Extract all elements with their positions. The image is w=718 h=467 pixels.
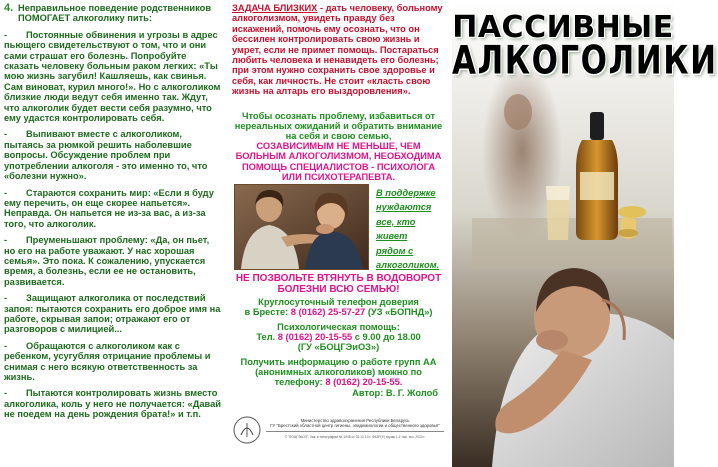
- slogan: НЕ ПОЗВОЛЬТЕ ВТЯНУТЬ В ВОДОВОРОТ БОЛЕЗНИ ВСЮ СЕМЬЮ!: [235, 273, 442, 295]
- list-item-text: Пытаются контролировать жизнь вместо алкоголика, коль у него не получается: «Давай не поедем на день рождения брата!» и т.п.: [4, 388, 221, 420]
- support-line: нуждаются: [376, 202, 432, 213]
- author: Автор: В. Г. Жолоб: [352, 388, 438, 398]
- support-note: [376, 186, 444, 272]
- cover-title: [452, 10, 718, 84]
- cover-title-line1: ПАССИВНЫЕ: [452, 10, 674, 45]
- list-item: - Выпивают вместе с алкоголиком, пытаясь за рюмкой решить наболевшие вопросы. Обсуждение проблем при употреблении алкоголя - это именно то, что «болезни нужно».: [4, 129, 208, 182]
- cover-title-line2: АЛКОГОЛИКИ: [452, 38, 718, 84]
- publisher-footer: [232, 415, 445, 455]
- list-item: - Пытаются контролировать жизнь вместо алкоголика, коль у него не получается: «Давай не поедем на день рождения брата!» и т.п.: [4, 388, 221, 420]
- section-heading: [4, 3, 222, 24]
- support-line: алкоголиком.: [376, 260, 440, 271]
- list-item: - Постоянные обвинения и угрозы в адрес пьющего свидетельствуют о том, что и они сами страшат его болезнь. Попробуйте сказать человеку больным раком легких: «Ты мою жизнь загубил! Кашляешь, как свинья. Сам виноват, курил много!». Но с алкоголиком близкие люди ведут себя именно так. Ждут, что алкоголик будет вести себя разумно, что ему удастся контролировать себя.: [4, 29, 221, 124]
- specialists-paragraph: СОЗАВИСИМЫМ НЕ МЕНЬШЕ, ЧЕМ БОЛЬНЫМ АЛКОГОЛИЗМОМ, НЕОБХОДИМА ПОМОЩЬ СПЕЦИАЛИСТОВ - ПСИХОЛОГА ИЛИ ПСИХОТЕРАПЕВТА.: [235, 141, 442, 182]
- aa-info: Получить информацию о работе групп АА (анонимных алкоголиков) можно по телефону: 8 (0162) 20-15-55.: [240, 357, 437, 387]
- list-item: - Обращаются с алкоголиком как с ребенком, усугубляя отрицание проблемы и снимая с него всякую ответственность за жизнь.: [4, 340, 211, 382]
- middle-column: [232, 3, 445, 465]
- task-text: - дать человеку, больному алкоголизмом, увидеть правду без искажений, помочь ему осознать, что он бессилен контролировать свою жизнь и умрет, если не примет помощь. Постараться любить человека и ненавидеть его болезнь; при этом нужно сохранить свое здоровье и себя, как личность. Не стоит «класть свою жизнь на алтарь его выздоровления».: [232, 3, 443, 97]
- support-line: рядом с: [376, 245, 414, 256]
- list-item-text: Выпивают вместе с алкоголиком, пытаясь за рюмкой решить наболевшие вопросы. Обсуждение проблем при употреблении алкоголя - это именно то, что «болезни нужно».: [4, 129, 208, 182]
- list-item-text: Защищают алкоголика от последствий запоя: пытаются сохранить его доброе имя на работе, скрывая запои; отражают его от разговоров с милицией...: [4, 293, 221, 335]
- list-item-text: Стараются сохранить мир: «Если я буду ему перечить, он еще скорее напьется». Неправда. Он напьется не из-за вас, а из-за того, что алкоголик.: [4, 187, 214, 229]
- hotline-line: в Бресте: 8 (0162) 25-57-27 (УЗ «БОПНД»): [244, 307, 433, 317]
- task-label: ЗАДАЧА БЛИЗКИХ: [232, 3, 318, 13]
- support-line: все, кто живет: [376, 216, 416, 242]
- publisher-logo-icon: [232, 415, 262, 445]
- psych-line: Тел. 8 (0162) 20-15-55 с 9.00 до 18.00: [256, 332, 421, 342]
- psych-title: Психологическая помощь:: [277, 322, 400, 332]
- section-number: 4.: [4, 2, 14, 14]
- hotline-phone: 8 (0162) 25-57-27: [290, 307, 366, 317]
- section-heading-text: Неправильное поведение родственников ПОМОГАЕТ алкоголику пить:: [18, 3, 212, 24]
- list-item-text: Обращаются с алкоголиком как с ребенком, усугубляя отрицание проблемы и снимая с него всякую ответственность за жизнь.: [4, 340, 211, 382]
- task-paragraph: [232, 3, 445, 97]
- green-paragraph: Чтобы осознать проблему, избавиться от нереальных ожиданий и обратить внимание на себя и свою семью,: [234, 110, 443, 142]
- list-item-text: Преуменьшают проблему: «Да, он пьет, но его на работе уважают. У нас хорошая семья». Это пока. К сожалению, упускается время, а болезнь, если ее не остановить, развивается.: [4, 235, 210, 287]
- publisher-text: Министерство здравоохранения Республики Беларусь ГУ "Брестский областной центр гигиены, эпидемиологии и общественного здоровья": [270, 418, 440, 429]
- support-line: В поддержке: [376, 188, 436, 198]
- list-item-text: Постоянные обвинения и угрозы в адрес пьющего свидетельствуют о том, что и они сами страшат его болезнь. Попробуйте сказать человеку больным раком легких: «Ты мою жизнь загубил! Кашляешь, как свинья. Сам виноват, курил много!». Но с алкоголиком близкие люди ведут себя именно так. Ждут, что алкоголик будет вести себя разумно, что ему удастся контролировать себя.: [4, 29, 221, 124]
- aa-phone: 8 (0162) 20-15-55.: [325, 377, 403, 387]
- list-item: - Преуменьшают проблему: «Да, он пьет, но его на работе уважают. У нас хорошая семья». Это пока. К сожалению, упускается время, а болезнь, если ее не остановить, развивается.: [4, 235, 210, 287]
- left-column: [4, 3, 222, 465]
- list-item: - Стараются сохранить мир: «Если я буду ему перечить, он еще скорее напьется». Неправда. Он напьется не из-за вас, а из-за того, что алкоголик.: [4, 187, 214, 229]
- list-item: - Защищают алкоголика от последствий запоя: пытаются сохранить его доброе имя на работе, скрывая запои; отражают его от разговоров с милицией...: [4, 293, 221, 335]
- hotline-info: [232, 297, 445, 387]
- psych-phone: 8 (0162) 20-15-55: [277, 332, 353, 342]
- hotline-title: Круглосуточный телефон доверия: [258, 297, 419, 307]
- footer-divider: [266, 431, 444, 432]
- family-photo-illustration: [235, 185, 368, 269]
- psych-org: (ГУ «БОЦГЭиОЗ»): [297, 342, 380, 352]
- family-photo: [234, 184, 369, 270]
- cover-panel: [452, 0, 718, 467]
- print-info: © "БОЦГЭиОЗ". Зак. в типографии № 1045 от 02.12.10 г. Ф42Р(X) тираж 1.2 тыс. экз. 2010 г.: [284, 435, 426, 439]
